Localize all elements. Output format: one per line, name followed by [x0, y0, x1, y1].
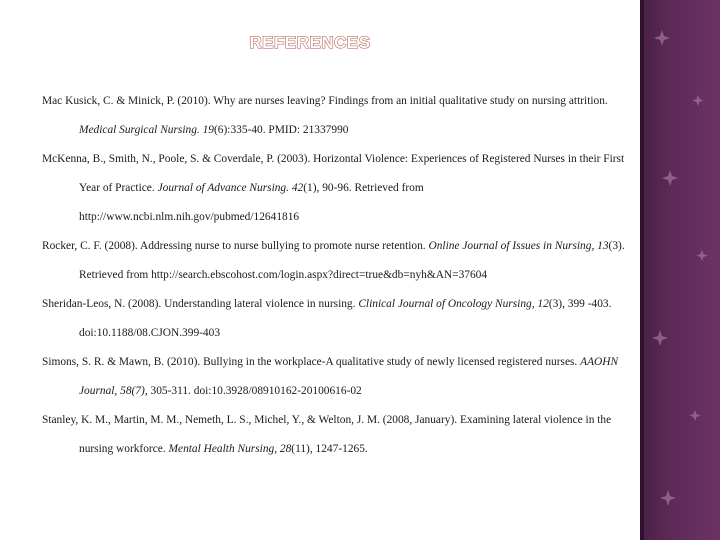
- reference-text: (11), 1247-1265.: [291, 443, 368, 455]
- reference-journal: Mental Health Nursing, 28: [168, 443, 292, 455]
- reference-text: Simons, S. R. & Mawn, B. (2010). Bullying in the workplace-A qualitative study of newly licensed registered nurses.: [42, 356, 581, 368]
- sparkle-decoration-icon: [640, 0, 720, 540]
- reference-journal: Journal of Advance Nursing. 42: [157, 182, 304, 194]
- reference-text: (6):335-40. PMID: 21337990: [214, 124, 349, 136]
- reference-text: McKenna, B., Smith, N., Poole, S. & Coverdale, P. (2003). Horizontal Violence: Experiences of Registered Nurses in their First Year of Practice.: [42, 153, 625, 194]
- reference-text: (3), 399 -403. doi:10.1188/08.CJON.399-403: [79, 298, 612, 339]
- reference-entry: [42, 290, 627, 348]
- reference-journal: Online Journal of Issues in Nursing, 13: [428, 240, 609, 252]
- reference-entry: [42, 348, 627, 406]
- reference-text: (1), 90-96. Retrieved from http://www.ncbi.nlm.nih.gov/pubmed/12641816: [79, 182, 424, 223]
- reference-journal: Clinical Journal of Oncology Nursing, 12: [358, 298, 549, 310]
- reference-text: Mac Kusick, C. & Minick, P. (2010). Why are nurses leaving? Findings from an initial qualitative study on nursing attrition.: [42, 95, 608, 107]
- reference-entry: [42, 406, 627, 464]
- reference-journal: Medical Surgical Nursing. 19: [79, 124, 214, 136]
- reference-entry: [42, 145, 627, 232]
- reference-text: Stanley, K. M., Martin, M. M., Nemeth, L. S., Michel, Y., & Welton, J. M. (2008, January). Examining lateral violence in the nursing workforce.: [42, 414, 612, 455]
- reference-text: Sheridan-Leos, N. (2008). Understanding lateral violence in nursing.: [42, 298, 359, 310]
- reference-text: Rocker, C. F. (2008). Addressing nurse to nurse bullying to promote nurse retention.: [42, 240, 429, 252]
- reference-list: [42, 87, 627, 464]
- reference-entry: [42, 87, 627, 145]
- reference-journal: AAOHN Journal, 58(7): [79, 356, 619, 397]
- reference-text: , 305-311. doi:10.3928/08910162-20100616-02: [144, 385, 362, 397]
- reference-entry: [42, 232, 627, 290]
- page-title: REFERENCES: [249, 33, 371, 52]
- reference-text: (3). Retrieved from http://search.ebscohost.com/login.aspx?direct=true&db=nyh&AN=37604: [79, 240, 625, 281]
